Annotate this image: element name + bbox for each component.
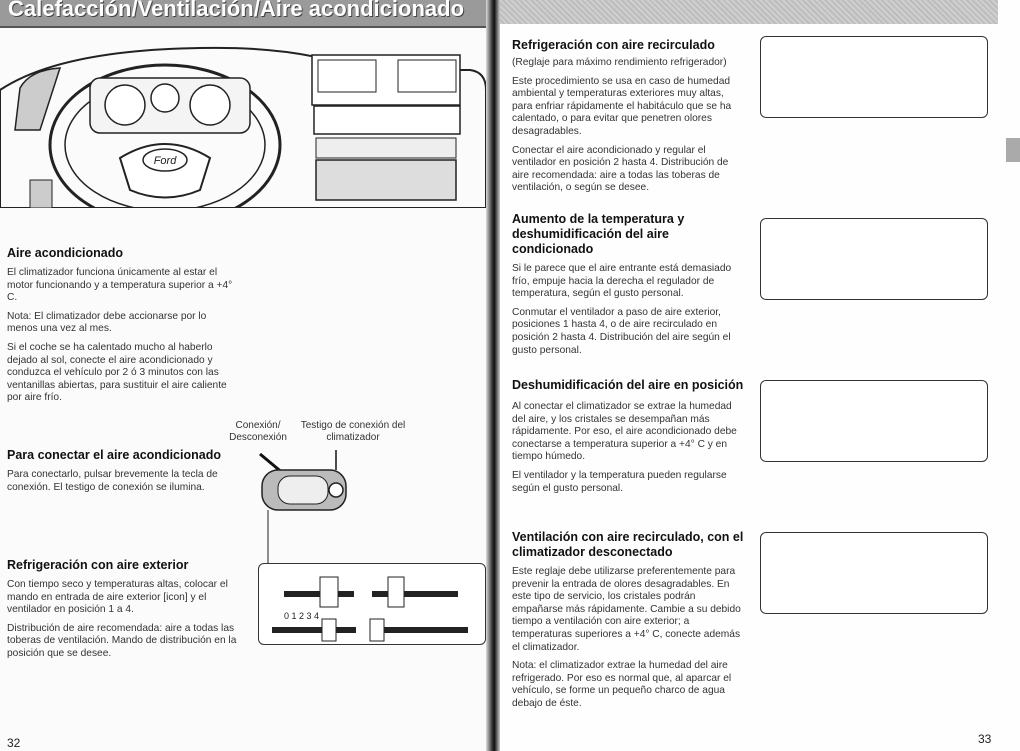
- section-paragraph: Distribución de aire recomendada: aire a todas las toberas de ventilación. Mando de distribución en la posición que se desee.: [7, 622, 237, 659]
- section-paragraph: Si le parece que el aire entrante está demasiado frío, empuje hacia la derecha el regulador de temperatura, según el gusto personal.: [512, 263, 732, 300]
- page-number: 32: [7, 736, 21, 750]
- section-paragraph: Al conectar el climatizador se extrae la humedad del aire, y los cristales se desempañan más rápidamente. Por eso, el aire acondicionado debe conectarse a temperatura superior a +4° C y en tiempo húmedo.: [512, 401, 737, 463]
- climate-panel: [760, 218, 988, 300]
- section-deshumidificacion: [512, 378, 744, 495]
- section-paragraph: (Reglaje para máximo rendimiento refrigerador): [512, 57, 727, 68]
- annotation-testigo: Testigo de conexión del climatizador: [300, 420, 406, 443]
- section-note: Nota: el climatizador extrae la humedad del aire refrigerado. Por eso es normal que, al aparcar el vehículo, se forme un pequeño charco de agua debajo de éste.: [512, 660, 732, 709]
- page-title: Calefacción/Ventilación/Aire acondicionado: [8, 0, 465, 21]
- section-title: Aire acondicionado: [7, 246, 123, 260]
- section-paragraph: Este reglaje debe utilizarse preferentemente para prevenir la entrada de olores desagradables. En este tipo de servicio, los cristales podrán empañarse más rápidamente. Cambie a su debido tiempo a ventilación con aire exterior; a temperaturas superiores a +4° C, conecte además el climatizador.: [512, 566, 741, 653]
- section-title: Para conectar el aire acondicionado: [7, 448, 221, 462]
- left-page: [0, 0, 496, 751]
- section-paragraph: Conmutar el ventilador a paso de aire exterior, posiciones 1 hasta 4, o de aire recirculado en posición 2 hasta 4. Distribución del aire según el gusto personal.: [512, 306, 731, 356]
- section-title: Refrigeración con aire exterior: [7, 558, 189, 572]
- fan-scale: 0 1 2 3 4: [284, 611, 320, 621]
- page-header-band: [500, 0, 998, 24]
- section-paragraph: El climatizador funciona únicamente al estar el motor funcionando y a temperatura superior a +4° C.: [7, 267, 233, 304]
- section-paragraph: Conectar el aire acondicionado y regular el ventilador en posición 2 hasta 4. Distribución de aire recomendada: aire a todas las toberas de ventilación, o según se desee.: [512, 144, 729, 194]
- section-paragraph: Si el coche se ha calentado mucho al haberlo dejado al sol, conecte el aire acondicionado y conduzca el vehículo por 2 ó 3 minutos con las ventanillas abiertas, para sustituir el aire caliente por aire frío.: [7, 341, 227, 404]
- section-title: Deshumidificación del aire en posición: [512, 378, 744, 392]
- section-aire-acondicionado: [7, 246, 239, 405]
- section-title: Aumento de la temperatura y deshumidificación del aire condicionado: [512, 212, 685, 256]
- section-paragraph: Con tiempo seco y temperaturas altas, colocar el mando en entrada de aire exterior [icon] y el ventilador en posición 1 a 4.: [7, 579, 228, 616]
- section-ventilacion: [512, 530, 744, 711]
- climate-panel: [760, 36, 988, 118]
- section-note: Nota: El climatizador debe accionarse por lo menos una vez al mes.: [7, 310, 207, 335]
- climate-panel: [760, 532, 988, 614]
- annotation-conexion: Conexión/ Desconexión: [229, 420, 287, 443]
- section-paragraph: Para conectarlo, pulsar brevemente la tecla de conexión. El testigo de conexión se ilumina.: [7, 469, 218, 493]
- section-recirculado: [512, 38, 744, 195]
- dashboard-illustration: [0, 30, 496, 208]
- climate-panel: [760, 380, 988, 462]
- section-aumento: [512, 212, 744, 357]
- ford-logo: Ford: [153, 155, 177, 167]
- ac-button-illustration: [250, 448, 360, 578]
- section-conectar: [7, 448, 239, 494]
- section-title: Ventilación con aire recirculado, con el climatizador desconectado: [512, 530, 744, 559]
- book-spine: [486, 0, 500, 751]
- section-paragraph: El ventilador y la temperatura pueden regularse según el gusto personal.: [512, 469, 727, 494]
- section-refrigeracion-exterior: [7, 558, 239, 661]
- climate-panel-controls: [260, 565, 484, 643]
- section-paragraph: Este procedimiento se usa en caso de humedad ambiental y temperaturas exteriores muy altas, para enfriar rápidamente el habitáculo que se ha calentado, o para evitar que penetren olores desagradables.: [512, 75, 732, 137]
- page-tab: [1006, 138, 1020, 162]
- section-title: Refrigeración con aire recirculado: [512, 38, 715, 52]
- page-header: [0, 0, 496, 28]
- right-page: [500, 0, 1020, 751]
- page-number: 33: [978, 732, 992, 746]
